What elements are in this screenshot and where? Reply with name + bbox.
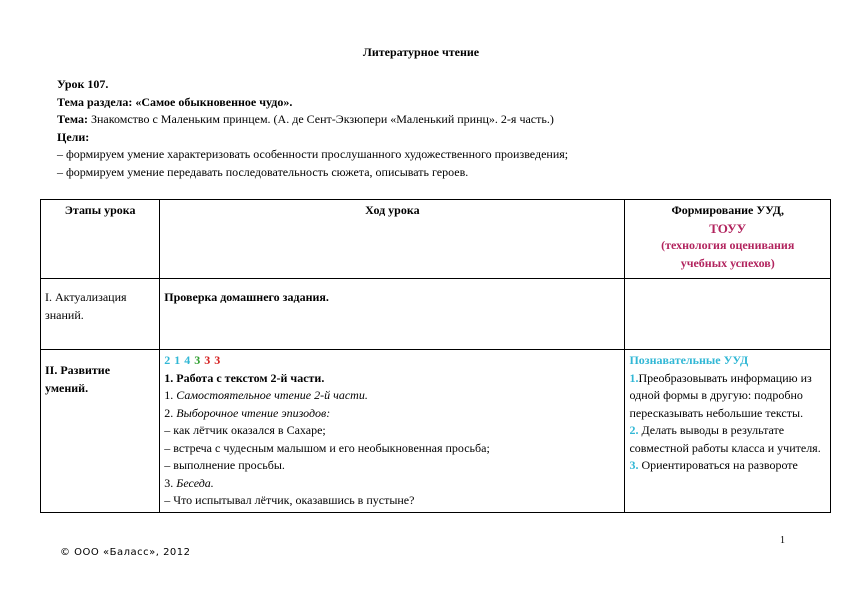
work-title: 1. Работа с текстом 2-й части. (164, 370, 325, 385)
goal-item: – формируем умение передавать последовательность сюжета, описывать героев. (57, 164, 469, 179)
item-text: Беседа. (176, 475, 214, 490)
rating-number: 3 (194, 353, 201, 367)
episode-item: – выполнение просьбы. (164, 458, 285, 472)
item-text: Выборочное чтение эпизодов: (176, 405, 331, 420)
episode-item: – как лётчик оказался в Сахаре; (164, 423, 326, 437)
uud-item (629, 457, 826, 475)
touu-heading: ТОУУ (709, 220, 747, 236)
table-header-row (41, 200, 831, 279)
homework-check: Проверка домашнего задания. (164, 290, 329, 304)
uud-cell (625, 350, 831, 513)
uud-text: Преобразовывать информацию из одной формы в другую: подробно пересказывать небольшие тексты. (629, 370, 812, 420)
uud-text: Делать выводы в результате совместной работы класса и учителя. (629, 423, 821, 455)
stage-label: II. Развитие умений. (45, 363, 111, 395)
copyright-footer: © ООО «Баласс», 2012 (60, 547, 191, 558)
uud-cell (625, 279, 831, 350)
header-uud (625, 200, 831, 279)
stage-cell (41, 350, 160, 513)
uud-number: 3. (629, 458, 639, 472)
content-cell (160, 279, 625, 350)
page-number: 1 (780, 535, 785, 546)
uud-text: Ориентироваться на развороте (638, 458, 798, 472)
lesson-header (57, 76, 797, 181)
rating-number: 4 (184, 353, 191, 367)
list-item (164, 405, 620, 423)
rating-number: 3 (214, 353, 221, 367)
rating-number: 3 (204, 353, 211, 367)
header-course: Ход урока (160, 200, 625, 279)
uud-number: 1. (629, 370, 639, 385)
uud-heading: Формирование УУД, (671, 203, 785, 217)
document-title: Литературное чтение (362, 45, 480, 59)
content-cell (160, 350, 625, 513)
lesson-number: Урок 107. (57, 77, 109, 91)
section-label: Тема раздела: (57, 94, 136, 109)
goal-item: – формируем умение характеризовать особенности прослушанного художественного произведения; (57, 147, 569, 161)
uud-item (629, 370, 826, 423)
stage-cell (41, 279, 160, 350)
rating-numbers (164, 352, 620, 370)
section-value: «Самое обыкновенное чудо». (135, 94, 293, 109)
section-line (57, 94, 797, 112)
header-stages: Этапы урока (41, 200, 160, 279)
topic-value: Знакомство с Маленьким принцем. (А. де Сент-Экзюпери «Маленький принц». 2-я часть.) (90, 112, 554, 126)
touu-description: (технология оценивания учебных успехов) (661, 238, 795, 270)
list-item (164, 387, 620, 405)
item-number: 3. (164, 475, 177, 490)
question-item: – Что испытывал лётчик, оказавшись в пустыне? (164, 493, 415, 507)
uud-title: Познавательные УУД (629, 353, 749, 367)
rating-number: 2 (164, 353, 171, 367)
table-row (41, 350, 831, 513)
lesson-table (40, 199, 831, 513)
topic-label: Тема: (57, 112, 91, 126)
topic-line (57, 111, 797, 129)
uud-item (629, 422, 826, 457)
item-number: 2. (164, 405, 177, 420)
item-text: Самостоятельное чтение 2-й части. (176, 388, 368, 402)
stage-label: I. Актуализация знаний. (45, 290, 127, 322)
episode-item: – встреча с чудесным малышом и его необыкновенная просьба; (164, 440, 490, 455)
list-item (164, 475, 620, 493)
goals-label: Цели: (57, 129, 90, 144)
uud-number: 2. (629, 423, 639, 437)
item-number: 1. (164, 388, 177, 402)
table-row (41, 279, 831, 350)
rating-number: 1 (174, 353, 181, 367)
